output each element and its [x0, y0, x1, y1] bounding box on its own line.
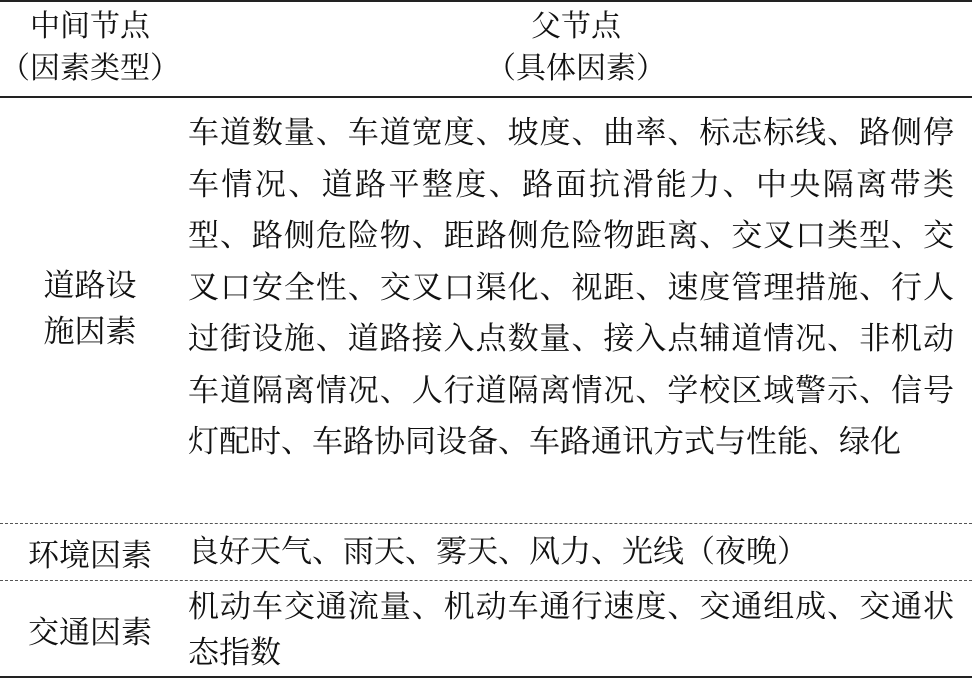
row-road-type-line2: 施因素	[43, 314, 137, 350]
row-traffic-type: 交通因素	[28, 614, 152, 651]
header-parent-node	[180, 0, 972, 95]
header-left-line1: 中间节点	[30, 8, 150, 44]
row-road-type	[0, 98, 180, 520]
header-node-type	[0, 0, 180, 95]
row-road-factors: 车道数量、车道宽度、坡度、曲率、标志标线、路侧停车情况、道路平整度、路面抗滑能力、中央隔离带类型、路侧危险物、距路侧危险物距离、交叉口类型、交叉口安全性、交叉口渠化、视距、速度管理措施、行人过街设施、道路接入点数量、接入点辅道情况、非机动车道隔离情况、人行道隔离情况、学校区域警示、信号灯配时、车路协同设备、车路通讯方式与性能、绿化	[188, 115, 954, 460]
header-right-line1: 父节点	[531, 8, 621, 44]
header-left-line2: （因素类型）	[0, 50, 180, 86]
row-traffic-factors: 机动车交通流量、机动车通行速度、交通组成、交通状态指数	[188, 589, 954, 671]
row-divider-2	[0, 580, 972, 581]
row-road-type-line1: 道路设	[43, 268, 137, 304]
row-environment-type: 环境因素	[28, 537, 152, 574]
row-divider-1	[0, 523, 972, 524]
bottom-rule	[0, 676, 972, 678]
row-environment-factors: 良好天气、雨天、雾天、风力、光线（夜晚）	[188, 534, 808, 570]
header-right-line2: （具体因素）	[486, 50, 666, 86]
